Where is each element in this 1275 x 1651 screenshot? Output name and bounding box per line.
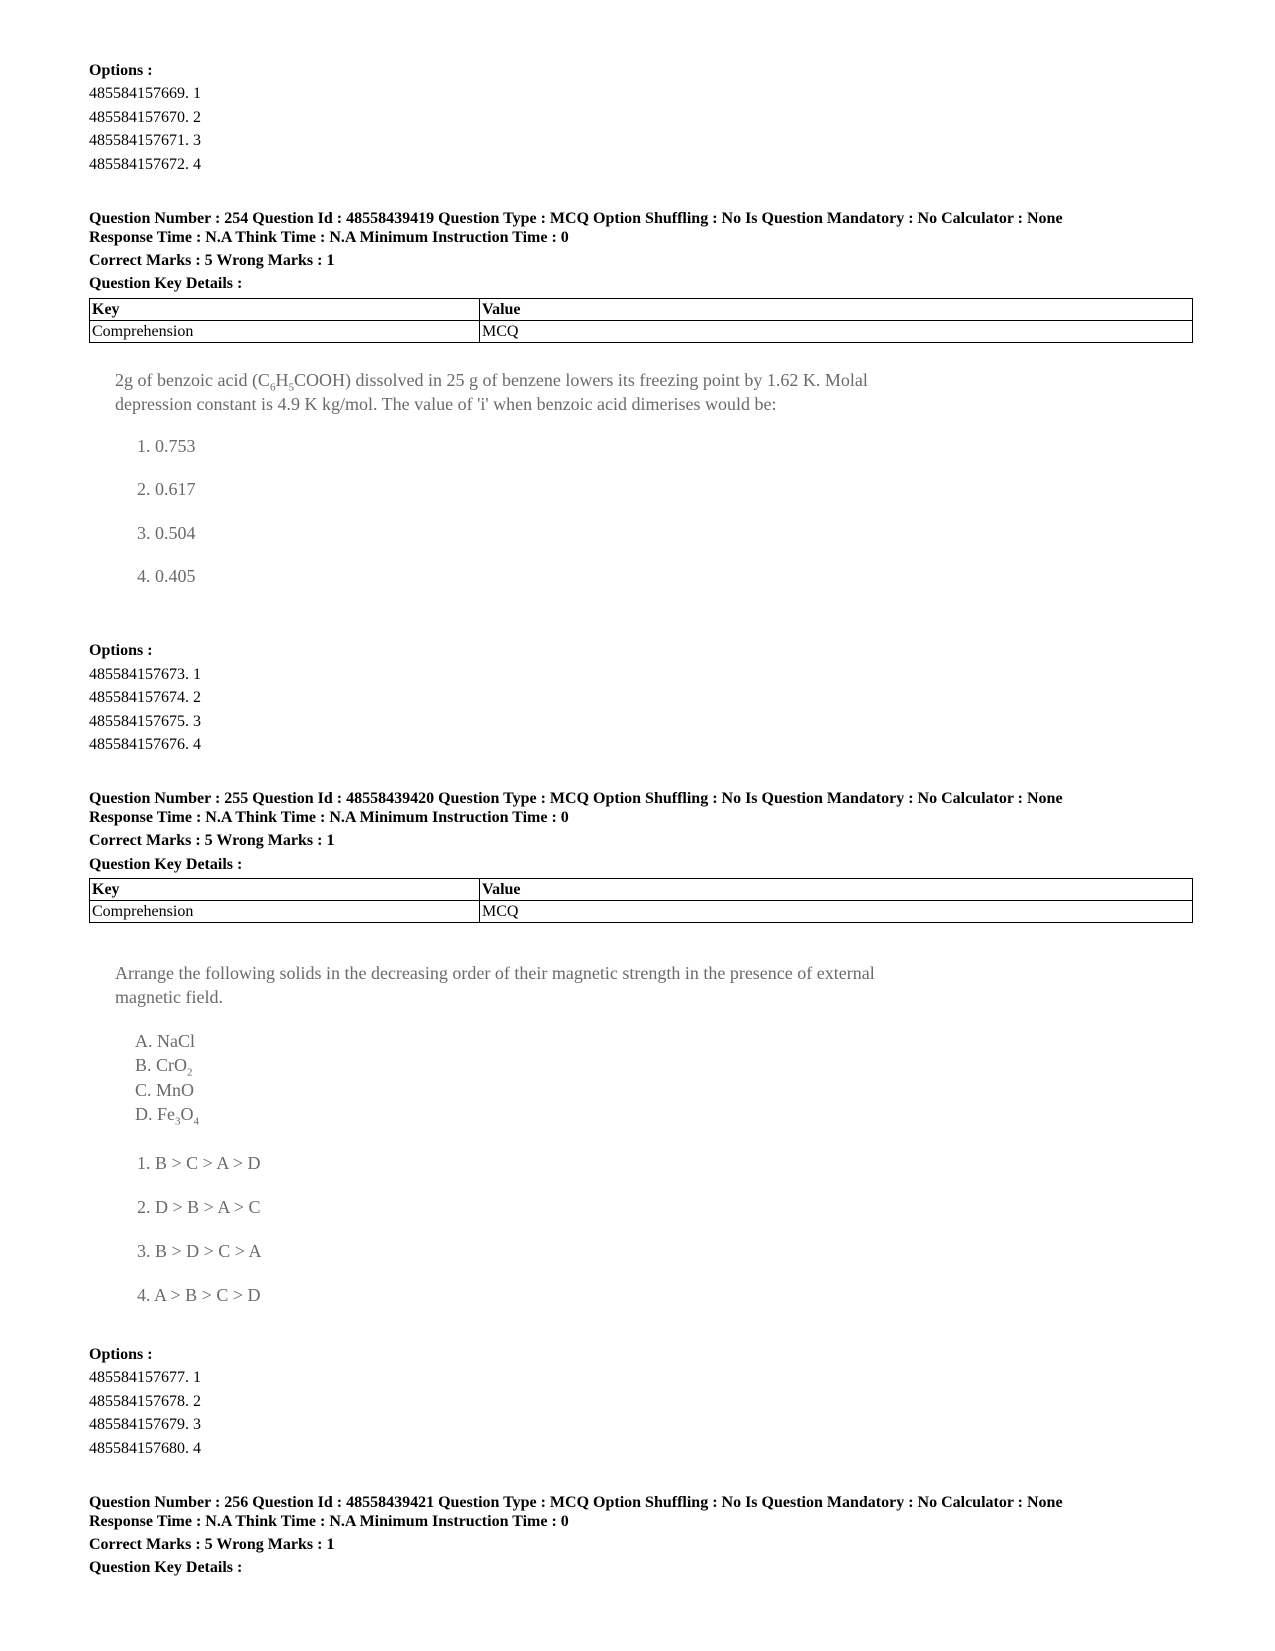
answer-choice: 1. 0.753: [137, 436, 196, 456]
question-timing: Response Time : N.A Think Time : N.A Minimum Instruction Time : 0: [89, 809, 569, 826]
list-item: B. CrO$_2$: [135, 1055, 193, 1079]
option-item: 485584157678. 2: [89, 1393, 201, 1410]
question-marks: Correct Marks : 5 Wrong Marks : 1: [89, 832, 335, 849]
table-header-key: Key: [90, 879, 480, 901]
option-item: 485584157676. 4: [89, 736, 201, 753]
option-item: 485584157671. 3: [89, 132, 201, 149]
question-header: Question Number : 255 Question Id : 48558439420 Question Type : MCQ Option Shuffling : No Is Question Mandatory : No Calculator : None: [89, 790, 1063, 807]
table-cell-value: MCQ: [480, 901, 1193, 923]
question-header: Question Number : 254 Question Id : 48558439419 Question Type : MCQ Option Shuffling : No Is Question Mandatory : No Calculator : None: [89, 210, 1063, 227]
question-stem-line: 2g of benzoic acid $(C_6H_5COOH)$ dissolved in 25 g of benzene lowers its freezing point by 1.62 K. Molal: [115, 370, 868, 394]
question-header: Question Number : 256 Question Id : 48558439421 Question Type : MCQ Option Shuffling : No Is Question Mandatory : No Calculator : None: [89, 1494, 1063, 1511]
answer-choice: 3. B > D > C > A: [137, 1241, 262, 1261]
answer-choice: 2. 0.617: [137, 479, 196, 499]
option-item: 485584157669. 1: [89, 85, 201, 102]
table-cell-key: Comprehension: [90, 321, 480, 343]
answer-choice: 1. B > C > A > D: [137, 1153, 261, 1173]
answer-choice: 4. A > B > C > D: [137, 1285, 261, 1305]
key-details-table: [89, 298, 1193, 343]
list-item: D. $Fe_3O_4$: [135, 1104, 199, 1128]
options-label: Options :: [89, 62, 153, 79]
question-stem-line: Arrange the following solids in the decreasing order of their magnetic strength in the presence of external: [115, 963, 875, 983]
question-image: [115, 961, 965, 1321]
option-item: 485584157680. 4: [89, 1440, 201, 1457]
question-marks: Correct Marks : 5 Wrong Marks : 1: [89, 252, 335, 269]
key-details-label: Question Key Details :: [89, 275, 243, 292]
key-details-table: [89, 878, 1193, 923]
question-image: [115, 368, 965, 608]
question-timing: Response Time : N.A Think Time : N.A Minimum Instruction Time : 0: [89, 229, 569, 246]
table-header-value: Value: [480, 299, 1193, 321]
option-item: 485584157679. 3: [89, 1416, 201, 1433]
table-cell-value: MCQ: [480, 321, 1193, 343]
options-label: Options :: [89, 642, 153, 659]
option-item: 485584157674. 2: [89, 689, 201, 706]
table-header-value: Value: [480, 879, 1193, 901]
table-header-key: Key: [90, 299, 480, 321]
answer-choice: 3. 0.504: [137, 523, 196, 543]
options-label: Options :: [89, 1346, 153, 1363]
question-timing: Response Time : N.A Think Time : N.A Minimum Instruction Time : 0: [89, 1513, 569, 1530]
option-item: 485584157675. 3: [89, 713, 201, 730]
option-item: 485584157670. 2: [89, 109, 201, 126]
list-item: C. MnO: [135, 1080, 195, 1100]
option-item: 485584157673. 1: [89, 666, 201, 683]
question-stem-line: magnetic field.: [115, 987, 223, 1007]
option-item: 485584157672. 4: [89, 156, 201, 173]
key-details-label: Question Key Details :: [89, 1559, 243, 1576]
option-item: 485584157677. 1: [89, 1369, 201, 1386]
table-cell-key: Comprehension: [90, 901, 480, 923]
answer-choice: 2. D > B > A > C: [137, 1197, 261, 1217]
question-stem-line: depression constant is 4.9 K kg/mol. The value of 'i' when benzoic acid dimerises would be:: [115, 394, 777, 414]
question-marks: Correct Marks : 5 Wrong Marks : 1: [89, 1536, 335, 1553]
answer-choice: 4. 0.405: [137, 566, 196, 586]
list-item: A. NaCl: [135, 1031, 195, 1051]
key-details-label: Question Key Details :: [89, 856, 243, 873]
